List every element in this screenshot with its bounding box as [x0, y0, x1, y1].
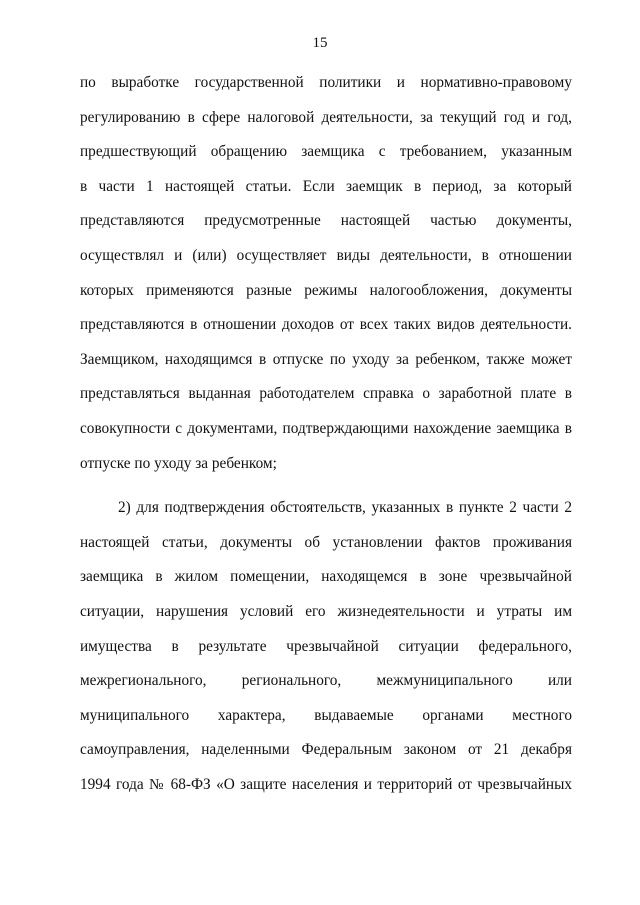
paragraph-1: [80, 66, 572, 481]
page-number: 15: [312, 35, 328, 51]
paragraph-1-line: представляться выданная работодателем справка о заработной плате в: [80, 385, 572, 403]
paragraph-1-line: предшествующий обращению заемщика с требованием, указанным: [80, 143, 572, 161]
paragraph-spacer: [80, 481, 572, 491]
paragraph-2-line: 1994 года № 68-ФЗ «О защите населения и территорий от чрезвычайных: [80, 775, 572, 793]
paragraph-1-line: в части 1 настоящей статьи. Если заемщик в период, за который: [80, 177, 572, 195]
paragraph-2-line: муниципального характера, выдаваемые органами местного: [80, 706, 572, 724]
paragraph-2-line: настоящей статьи, документы об установлении фактов проживания: [80, 533, 572, 551]
paragraph-2-line: 2) для подтверждения обстоятельств, указанных в пункте 2 части 2: [118, 499, 572, 517]
paragraph-2-line: ситуации, нарушения условий его жизнедеятельности и утраты им: [80, 602, 572, 620]
paragraph-2-line: самоуправления, наделенными Федеральным законом от 21 декабря: [80, 741, 572, 759]
paragraph-1-line: которых применяются разные режимы налогообложения, документы: [80, 281, 572, 299]
paragraph-1-line: осуществлял и (или) осуществляет виды деятельности, в отношении: [80, 246, 572, 264]
paragraph-1-line: совокупности с документами, подтверждающими нахождение заемщика в: [80, 419, 572, 437]
paragraph-1-line: регулированию в сфере налоговой деятельности, за текущий год и год,: [80, 108, 572, 126]
paragraph-2-line: имущества в результате чрезвычайной ситуации федерального,: [80, 637, 572, 655]
paragraph-1-line: отпуске по уходу за ребенком;: [80, 454, 277, 472]
paragraph-1-line: по выработке государственной политики и нормативно-правовому: [80, 74, 572, 91]
paragraph-2-line: заемщика в жилом помещении, находящемся в зоне чрезвычайной: [80, 568, 572, 586]
paragraph-1-line: представляются в отношении доходов от всех таких видов деятельности.: [80, 316, 572, 334]
paragraph-1-line: Заемщиком, находящимся в отпуске по уходу за ребенком, также может: [80, 350, 572, 368]
document-body: [80, 66, 572, 802]
paragraph-1-line: представляются предусмотренные настоящей частью документы,: [80, 212, 572, 230]
paragraph-2: [80, 491, 572, 802]
paragraph-2-line: межрегионального, регионального, межмуниципального или: [80, 672, 572, 690]
